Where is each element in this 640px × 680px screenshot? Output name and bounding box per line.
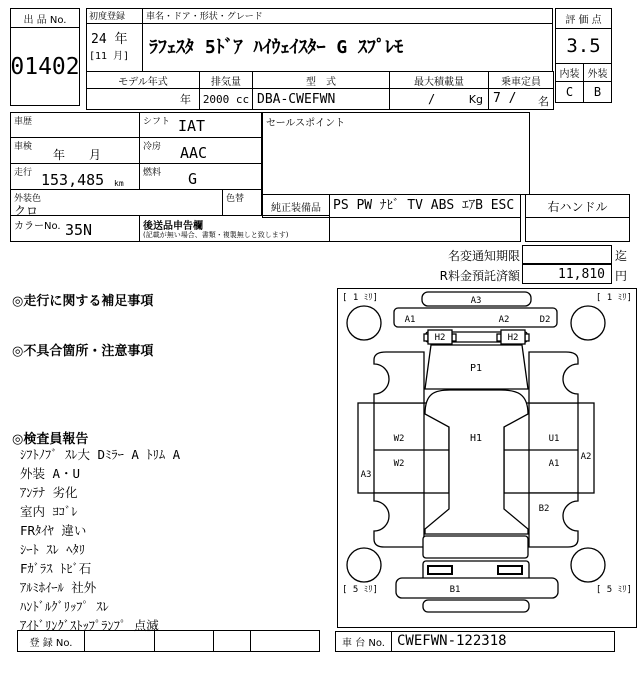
tail-light-left [428, 566, 452, 574]
ac-cell [139, 137, 262, 164]
left-door-front-label: W2 [393, 434, 405, 444]
score-label: 評 価 点 [555, 8, 612, 29]
exterior-grade: B [583, 81, 612, 103]
capacity-label: 乗車定員 [488, 71, 554, 89]
fuel-value: G [188, 170, 198, 188]
color-no-value: 35N [65, 221, 93, 239]
interior-label: 内装 [555, 63, 584, 82]
steering-position: 右ハンドル [525, 194, 630, 218]
chassis-no-label: 車 台 No. [335, 631, 392, 652]
exterior-color-label: 外装色 [14, 194, 42, 204]
panel-hood-a1-label: A1 [404, 315, 416, 325]
rear-right-fender [529, 493, 578, 547]
fuel-label: 燃料 [143, 168, 162, 178]
inspector-report-line: ｼﾌﾄﾉﾌﾞ ｽﾚ大 Dﾐﾗｰ A ﾄﾘﾑ A [20, 447, 181, 462]
name-change-suffix: 迄 [615, 249, 628, 263]
panel-hood-d2-label: D2 [539, 315, 551, 325]
equipment-value: PS PW ﾅﾋﾞ TV ABS ｴｱB ESC [329, 194, 521, 218]
late-items-label: 後送品申告欄 [143, 221, 203, 232]
inspector-report-line: ﾊﾝﾄﾞﾙｸﾞﾘｯﾌﾟ ｽﾚ [20, 599, 109, 614]
model-year-label: モデル年式 [86, 71, 200, 89]
inspector-report-line: ｱﾝﾃﾅ 劣化 [20, 485, 78, 500]
max-load-unit: Kg [468, 93, 483, 106]
mileage-value: 153,485 [41, 171, 105, 189]
inspector-report-line: 外装 A・U [20, 466, 81, 481]
first-registration-month: [11 月] [89, 51, 130, 62]
score-value: 3.5 [555, 28, 612, 64]
ac-value: AAC [180, 144, 208, 162]
wheel-front-left [347, 306, 381, 340]
wheel-rear-left [347, 548, 381, 582]
shift-label: シフト [143, 117, 171, 127]
name-change-label: 名変通知期限 [447, 249, 520, 263]
hood-panel-bar [394, 308, 557, 327]
registration-no-cell-1 [84, 630, 155, 652]
equipment-label: 純正装備品 [262, 194, 330, 218]
registration-no-cell-3 [213, 630, 251, 652]
mileage-unit: km [114, 179, 124, 188]
left-sill-label: A3 [360, 470, 372, 480]
first-registration-year: 24 年 [91, 32, 128, 47]
recycle-fee-value: 11,810 [522, 264, 612, 284]
mileage-cell [10, 163, 140, 190]
right-door-rear-label: A1 [548, 459, 560, 469]
recycle-fee-label: R料金預託済額 [439, 269, 520, 283]
max-load-label: 最大積載量 [389, 71, 489, 89]
exterior-label: 外装 [583, 63, 612, 82]
mileage-notes-title: ◎走行に関する補足事項 [12, 294, 154, 309]
fuel-cell [139, 163, 262, 190]
right-sill-label: A2 [580, 452, 592, 462]
inspection-label: 車検 [14, 142, 33, 152]
inspector-report-list [20, 445, 330, 635]
roof-label: H1 [469, 433, 483, 444]
sales-point-box [262, 112, 530, 195]
right-door-front-label: U1 [548, 434, 560, 444]
first-registration-label: 初度登録 [86, 8, 143, 24]
rear-left-fender [374, 493, 424, 547]
capacity [488, 88, 554, 110]
panel-hood-a2-label: A2 [498, 315, 510, 325]
color-no-cell [10, 215, 140, 242]
chassis-no: CWEFWN-122318 [391, 631, 615, 652]
inspector-report-line: ｱｲﾄﾞﾘﾝｸﾞｽﾄｯﾌﾟﾗﾝﾌﾟ 点滅 [20, 618, 159, 633]
windshield-label: P1 [469, 363, 483, 374]
interior-grade: C [555, 81, 584, 103]
car-diagram-svg [338, 289, 636, 627]
inspection-cell [10, 137, 140, 164]
tailgate-panel [423, 536, 528, 558]
late-items-note: (記載が無い場合、書類・複製無しと致します) [143, 231, 289, 239]
rear-bumper-panel [396, 578, 558, 598]
equipment-empty-cell [329, 217, 521, 242]
capacity-value: 7 / [493, 91, 517, 106]
steering-empty-cell [525, 217, 630, 242]
shift-cell [139, 112, 262, 138]
panel-front-bumper-label: A3 [470, 296, 482, 306]
inspector-report-line: FRﾀｲﾔ 違い [20, 523, 87, 538]
history-cell [10, 112, 140, 138]
inspector-report-line: ｼｰﾄ ｽﾚ ﾍﾀﾘ [20, 542, 86, 557]
model-year-value: 年 [86, 88, 200, 110]
sales-point-label: セールスポイント [266, 118, 346, 129]
inspector-report-line: Fｶﾞﾗｽ ﾄﾋﾞ石 [20, 561, 92, 576]
tread-front-right-label: [ 1 ﾐﾘ] [595, 293, 632, 303]
model-code: DBA-CWEFWN [252, 88, 390, 110]
lot-number-label: 出 品 No. [10, 8, 80, 28]
rear-garnish-panel [423, 600, 529, 612]
lot-number: 01402 [10, 27, 80, 106]
inspection-value: 年 月 [53, 148, 102, 162]
registration-no-label: 登 録 No. [17, 630, 85, 652]
displacement-label: 排気量 [199, 71, 253, 89]
first-registration [86, 23, 143, 72]
headlight-left-label: H2 [434, 333, 446, 343]
max-load-value: / [428, 92, 436, 106]
recycle-fee-unit: 円 [615, 269, 628, 283]
color-change-cell [222, 189, 262, 216]
rear-bumper-label: B1 [449, 585, 461, 595]
name-change-value [522, 245, 612, 264]
registration-no-cell-2 [154, 630, 214, 652]
color-change-label: 色替 [226, 194, 245, 204]
car-diagram [337, 288, 637, 628]
capacity-unit: 名 [538, 95, 549, 108]
history-label: 車歴 [14, 117, 33, 127]
car-name-label: 車名・ドア・形状・グレード [142, 8, 553, 24]
ac-label: 冷房 [143, 142, 162, 152]
right-quarter-label: B2 [538, 504, 550, 514]
front-left-fender [374, 352, 424, 403]
car-name: ﾗﾌｪｽﾀ 5ﾄﾞｱ ﾊｲｳｪｲｽﾀｰ G ｽﾌﾟﾚﾓ [142, 23, 553, 72]
headlight-right-label: H2 [507, 333, 519, 343]
tread-front-left-label: [ 1 ﾐﾘ] [342, 293, 379, 303]
defects-title: ◎不具合箇所・注意事項 [12, 344, 154, 359]
wheel-front-right [571, 306, 605, 340]
wheel-rear-right [571, 548, 605, 582]
registration-no-cell-4 [250, 630, 320, 652]
late-items-cell [139, 215, 330, 242]
tail-light-right [498, 566, 522, 574]
shift-value: IAT [178, 117, 206, 135]
front-right-fender [529, 352, 578, 403]
tread-rear-left-label: [ 5 ﾐﾘ] [342, 585, 379, 595]
exterior-color-value: クロ [14, 204, 39, 218]
displacement-value: 2000 cc [199, 88, 253, 110]
max-load [389, 88, 489, 110]
color-no-label: カラーNo. [14, 221, 61, 232]
inspector-report-line: 室内 ﾖｺﾞﾚ [20, 504, 78, 519]
model-code-label: 型 式 [252, 71, 390, 89]
inspector-report-title: ◎検査員報告 [12, 432, 89, 447]
tread-rear-right-label: [ 5 ﾐﾘ] [595, 585, 632, 595]
inspector-report-line: ｱﾙﾐﾎｲｰﾙ 社外 [20, 580, 97, 595]
roof-outline [425, 390, 528, 534]
left-door-rear-label: W2 [393, 459, 405, 469]
exterior-color-cell [10, 189, 223, 216]
mileage-label: 走行 [14, 168, 33, 178]
